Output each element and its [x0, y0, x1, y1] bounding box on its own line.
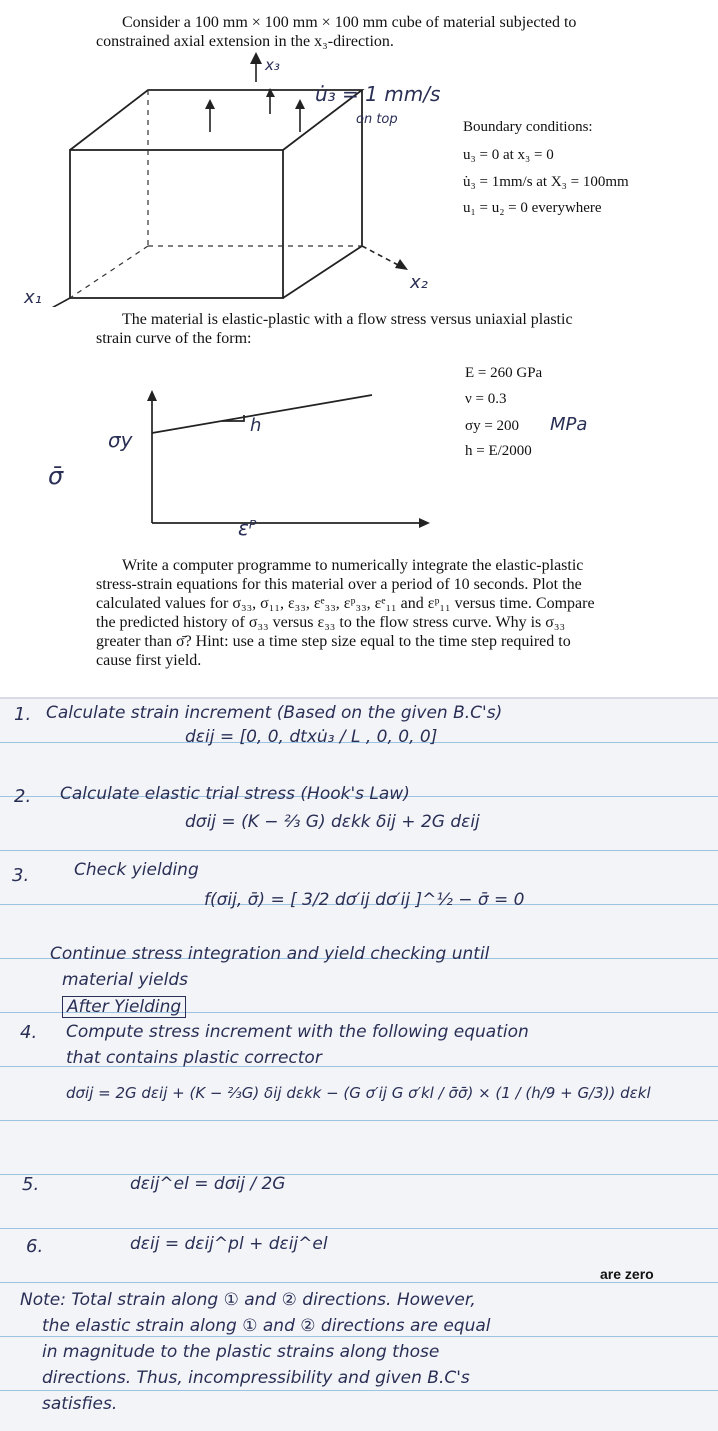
step-4-equation: dσij = 2G dεij + (K − ⅔G) δij dεkk − (G σ′ij G σ′kl / σ̄σ̄) × (1 / (h/9 + G/3)) dεkl: [66, 1084, 651, 1102]
intro-line-1: Consider a 100 mm × 100 mm × 100 mm cube of material subjected to: [122, 14, 577, 31]
note-line-4: directions. Thus, incompressibility and given B.C's: [42, 1368, 470, 1388]
step-2-number: 2.: [14, 786, 32, 807]
continue-line-2: material yields: [62, 970, 188, 990]
bc-3: u₁ = u₂ = 0 everywhere: [463, 200, 602, 216]
are-zero-insert: are zero: [600, 1266, 654, 1282]
step-2-text: Calculate elastic trial stress (Hook's Law): [60, 784, 410, 804]
bc-title: Boundary conditions:: [463, 119, 593, 135]
material-line-1: The material is elastic-plastic with a flow stress versus uniaxial plastic: [122, 311, 573, 328]
x3-label: x₃: [265, 56, 280, 74]
after-yielding-box: After Yielding: [62, 996, 186, 1018]
task-line-5: greater than σ̄? Hint: use a time step size equal to the time step required to: [96, 633, 571, 650]
hardening-line: [152, 395, 372, 433]
x2-label: x₂: [410, 272, 428, 293]
step-1-equation: dεij = [0, 0, dtxu̇₃ / L , 0, 0, 0]: [185, 727, 438, 747]
prop-sy: σy = 200: [465, 418, 520, 434]
task-line-3: calculated values for σ₃₃, σ₁₁, ε₃₃, εᵉ₃₃, εᵖ₃₃, εᵉ₁₁ and εᵖ₁₁ versus time. Compare: [96, 595, 595, 612]
intro-line-2: constrained axial extension in the x₃-direction.: [96, 33, 394, 50]
task-line-1: Write a computer programme to numerically integrate the elastic-plastic: [122, 557, 584, 574]
continue-line-1: Continue stress integration and yield checking until: [50, 944, 490, 964]
rate-label: u̇₃ = 1 mm/s: [315, 82, 441, 106]
cube-front-face: [70, 150, 283, 298]
step-6-equation: dεij = dεij^pl + dεij^el: [130, 1234, 328, 1254]
prop-nu: ν = 0.3: [465, 391, 507, 407]
prop-h: h = E/2000: [465, 443, 532, 459]
bc-1: u₃ = 0 at x₃ = 0: [463, 147, 554, 163]
on-top-label: on top: [356, 112, 398, 127]
prop-sy-unit: MPa: [550, 414, 588, 435]
step-5-equation: dεij^el = dσij / 2G: [130, 1174, 286, 1194]
step-1-text: Calculate strain increment (Based on the given B.C's): [46, 703, 503, 723]
sigma-y-label: σy: [108, 428, 133, 452]
step-2-equation: dσij = (K − ⅔ G) dεkk δij + 2G dεij: [185, 812, 480, 832]
step-1-number: 1.: [14, 704, 32, 725]
task-line-4: the predicted history of σ₃₃ versus ε₃₃ to the flow stress curve. Why is σ₃₃: [96, 614, 566, 631]
step-3-text: Check yielding: [74, 860, 199, 880]
note-line-1: Note: Total strain along ① and ② directions. However,: [20, 1290, 476, 1310]
step-4-line-1: Compute stress increment with the following equation: [66, 1022, 529, 1042]
prop-E: E = 260 GPa: [465, 365, 543, 381]
note-line-5: satisfies.: [42, 1394, 118, 1414]
step-3-equation: f(σij, σ̄) = [ 3/2 dσ′ij dσ′ij ]^½ − σ̄ = 0: [204, 890, 525, 910]
h-label: h: [250, 415, 262, 436]
step-4-number: 4.: [20, 1022, 38, 1043]
eps-p-label: εᴾ: [238, 516, 257, 540]
material-line-2: strain curve of the form:: [96, 330, 252, 347]
step-4-line-2: that contains plastic corrector: [66, 1048, 322, 1068]
sigma-bar-label: σ̄: [48, 462, 64, 490]
note-line-3: in magnitude to the plastic strains along those: [42, 1342, 440, 1362]
bc-2: u̇₃ = 1mm/s at X₃ = 100mm: [463, 174, 629, 190]
step-5-number: 5.: [22, 1174, 40, 1195]
task-line-6: cause first yield.: [96, 652, 202, 669]
x1-label: x₁: [24, 287, 42, 308]
step-6-number: 6.: [26, 1236, 44, 1257]
note-line-2: the elastic strain along ① and ② directions are equal: [42, 1316, 491, 1336]
task-line-2: stress-strain equations for this material over a period of 10 seconds. Plot the: [96, 576, 582, 593]
flow-curve-figure: [0, 385, 460, 545]
step-3-number: 3.: [12, 865, 30, 886]
